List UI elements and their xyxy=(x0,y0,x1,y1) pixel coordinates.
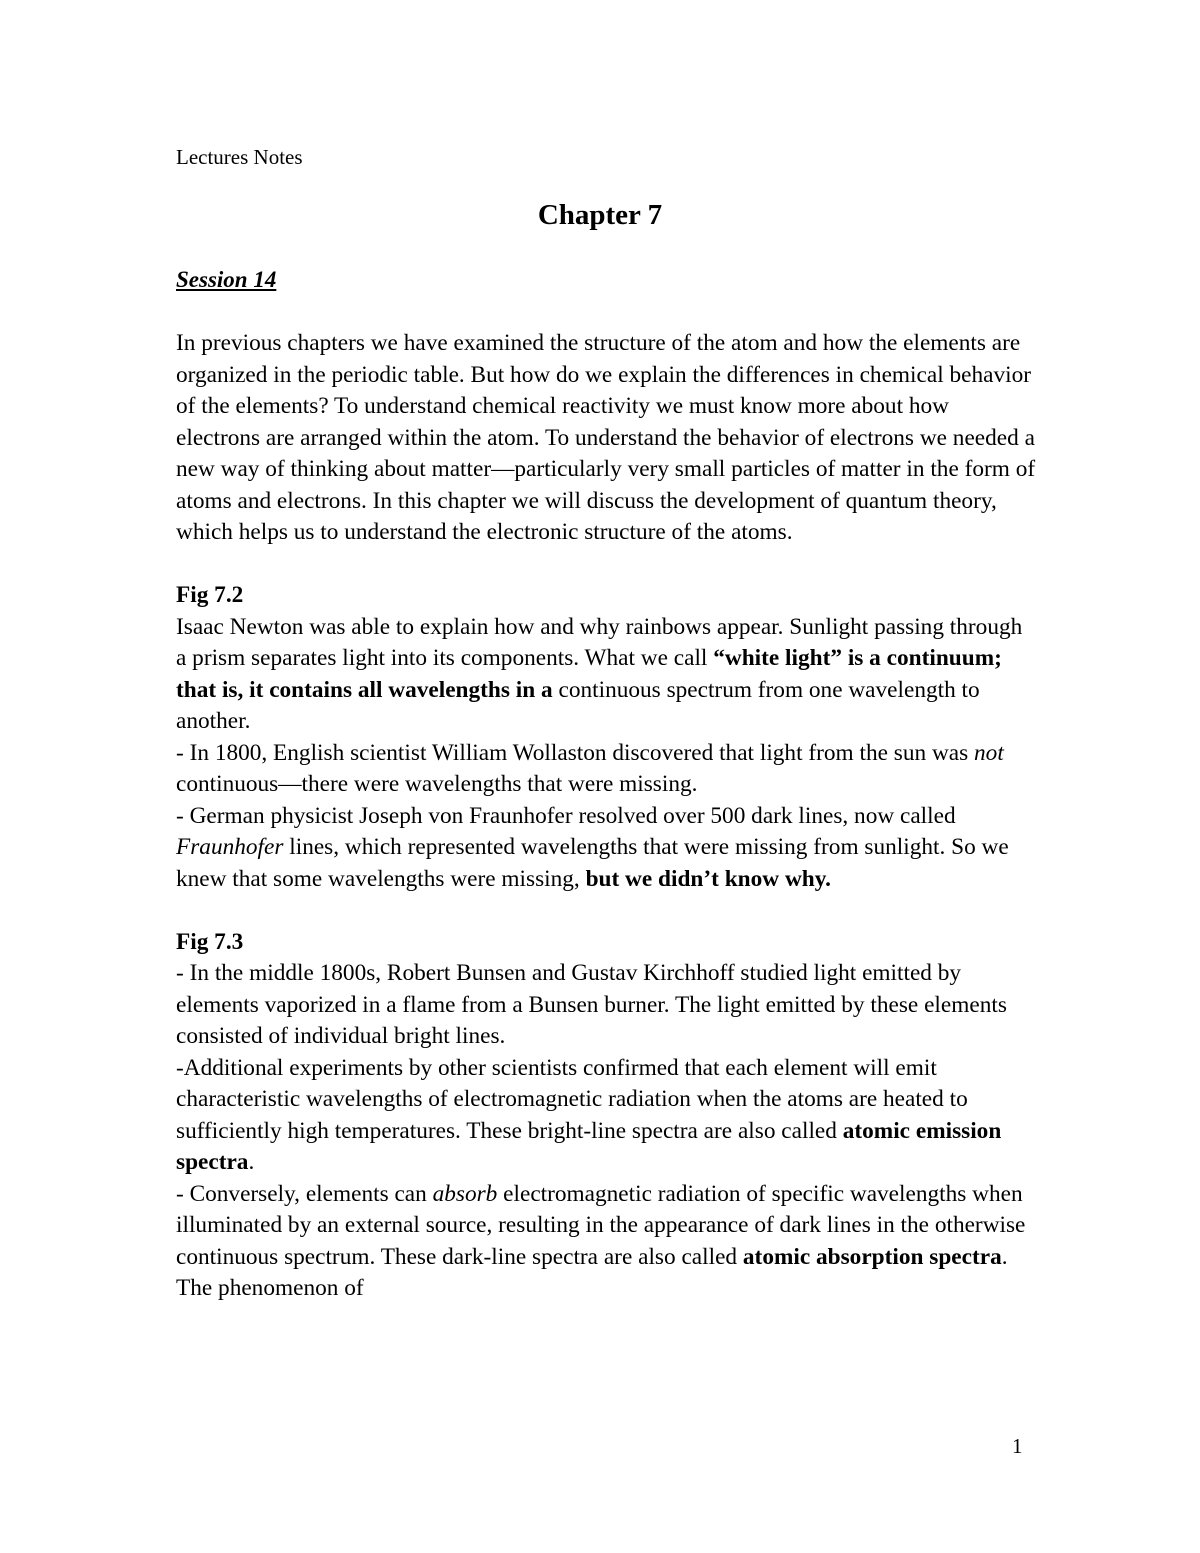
text-span: continuous spectrum from one wavelength to another. xyxy=(176,676,980,734)
italic-text: Fraunhofer xyxy=(176,834,284,860)
text-span: Isaac Newton was able to explain how and why rainbows appear. Sunlight passing through a prism separates light into its components. What we call xyxy=(176,613,1023,671)
text-span: . The phenomenon of xyxy=(176,1243,1008,1301)
fig-7-2-paragraph-newton xyxy=(176,612,1036,738)
text-span: - German physicist Joseph von Fraunhofer resolved over 500 dark lines, now called xyxy=(176,802,956,829)
page-number: 1 xyxy=(1012,1434,1023,1458)
bold-text: atomic emission spectra xyxy=(176,1117,1002,1175)
bold-text: “white light” is a continuum; that is, it contains all wavelengths in a xyxy=(176,645,1002,703)
spacer xyxy=(176,895,1036,927)
text-span: - Conversely, elements can xyxy=(176,1180,433,1207)
text-span: continuous—there were wavelengths that were missing. xyxy=(176,771,698,797)
session-label: Session 14 xyxy=(176,267,277,292)
bold-text: atomic absorption spectra xyxy=(742,1243,1002,1270)
text-span: - In 1800, English scientist William Wollaston discovered that light from the sun was xyxy=(176,739,975,766)
intro-paragraph: In previous chapters we have examined the structure of the atom and how the elements are organized in the periodic table. But how do we explain the differences in chemical behavior of the elements? To understand chemical reactivity we must know more about how electrons are arranged within the atom. To understand the behavior of electrons we needed a new way of thinking about matter—particularly very small particles of matter in the form of atoms and electrons. In this chapter we will discuss the development of quantum theory, which helps us to understand the electronic structure of the atoms. xyxy=(176,330,1036,545)
italic-text: not xyxy=(974,739,1004,766)
fig-7-2-paragraph-wollaston xyxy=(176,738,1036,801)
fig-7-3-heading: Fig 7.3 xyxy=(176,928,244,955)
italic-text: absorb xyxy=(432,1180,498,1207)
text-span: lines, which represented wavelengths that were missing from sunlight. So we knew that some wavelengths were missing, xyxy=(176,834,1009,892)
text-span: electromagnetic radiation of specific wavelengths when illuminated by an external source, resulting in the appearance of dark lines in the otherwise continuous spectrum. These dark-line spectra are also called xyxy=(176,1180,1026,1270)
bold-text: but we didn’t know why. xyxy=(585,865,831,892)
fig-7-2-heading: Fig 7.2 xyxy=(176,582,244,608)
fig-7-3-paragraph-emission xyxy=(176,1053,1036,1179)
text-span: -Additional experiments by other scientists confirmed that each element will emit characteristic wavelengths of electromagnetic radiation when the atoms are heated to sufficiently high temperatures. These bright-line spectra are also called xyxy=(176,1054,968,1144)
fig-7-2-paragraph-fraunhofer xyxy=(176,801,1036,896)
spacer xyxy=(176,549,1036,581)
chapter-title: Chapter 7 xyxy=(537,199,663,231)
fig-7-3-paragraph-absorption xyxy=(176,1179,1036,1305)
text-span: . xyxy=(248,1149,255,1175)
document-body xyxy=(176,328,1036,1305)
fig-7-3-paragraph-bunsen: - In the middle 1800s, Robert Bunsen and Gustav Kirchhoff studied light emitted by elements vaporized in a flame from a Bunsen burner. The light emitted by these elements consisted of individual bright lines. xyxy=(176,960,1007,1049)
header-note: Lectures Notes xyxy=(176,145,303,169)
